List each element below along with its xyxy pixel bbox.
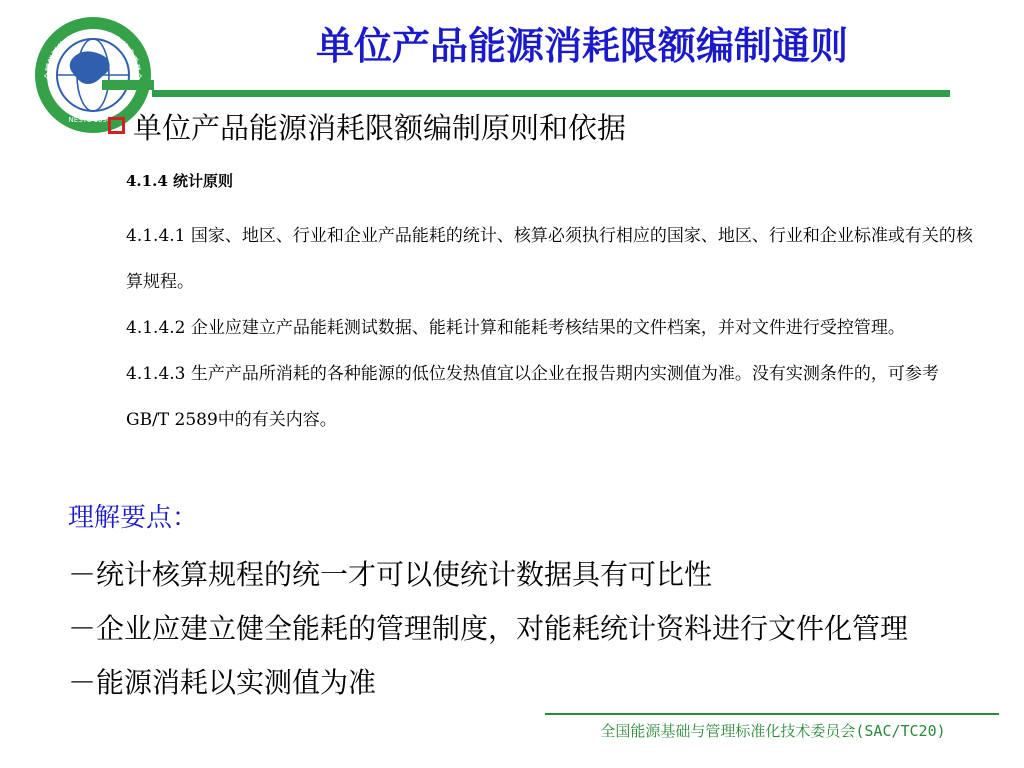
- clause-4-1-4-3: 4.1.4.3 生产产品所消耗的各种能源的低位发热值宜以企业在报告期内实测值为准。没有实测条件的，可参考GB/T 2589中的有关内容。: [126, 364, 939, 430]
- title-underline: [152, 90, 950, 97]
- square-bullet-icon: [108, 117, 125, 134]
- standard-clauses: [126, 166, 976, 443]
- section-title: 单位产品能源消耗限额编制原则和依据: [133, 111, 627, 145]
- footer-rule: [545, 713, 999, 715]
- understanding-point: －能源消耗以实测值为准: [68, 666, 377, 699]
- clause-heading: 4.1.4 统计原则: [126, 172, 233, 190]
- understanding-points: [68, 498, 1008, 718]
- clause-4-1-4-1: 4.1.4.1 国家、地区、行业和企业产品能耗的统计、核算必须执行相应的国家、地区、行业和企业标准或有关的核算规程。: [126, 226, 973, 292]
- footer-organization: 全国能源基础与管理标准化技术委员会(SAC/TC20): [600, 722, 946, 740]
- slide-title: 单位产品能源消耗限额编制通则: [315, 24, 848, 68]
- logo-bottom-text: NESTC 1994: [68, 116, 112, 124]
- logo-ring-text: 全国能源基础与管理标准化技术委员会: [43, 29, 143, 81]
- clause-4-1-4-2: 4.1.4.2 企业应建立产品能耗测试数据、能耗计算和能耗考核结果的文件档案，并对文件进行受控管理。: [126, 318, 905, 338]
- understanding-label: 理解要点：: [68, 503, 199, 533]
- understanding-point: －统计核算规程的统一才可以使统计数据具有可比性: [68, 558, 713, 591]
- understanding-point: －企业应建立健全能耗的管理制度，对能耗统计资料进行文件化管理: [68, 612, 909, 645]
